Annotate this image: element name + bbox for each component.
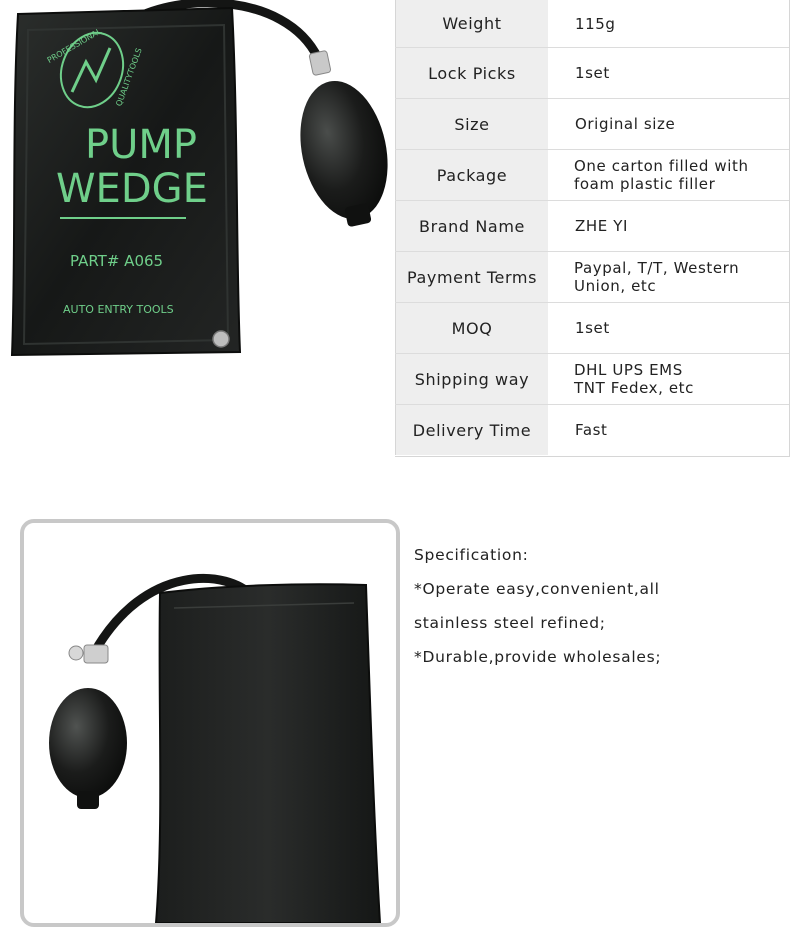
spec-value-line: TNT Fedex, etc	[574, 379, 695, 397]
specification-line: *Operate easy,convenient,all	[414, 580, 660, 598]
spec-row-moq	[395, 302, 789, 353]
spec-row-brand-name	[395, 200, 789, 251]
spec-key: Package	[395, 150, 548, 200]
spec-key: Brand Name	[395, 201, 548, 251]
specification-text	[414, 545, 784, 681]
spec-key: MOQ	[395, 303, 548, 353]
spec-value: 1set	[575, 64, 610, 82]
spec-key: Payment Terms	[395, 252, 548, 302]
spec-key: Size	[395, 99, 548, 149]
bag-maker: AUTO ENTRY TOOLS	[63, 303, 174, 316]
bag-part-number: PART# A065	[70, 252, 164, 270]
spec-value	[548, 252, 789, 302]
spec-key: Delivery Time	[395, 405, 548, 455]
spec-value: ZHE YI	[575, 217, 628, 235]
spec-key: Shipping way	[395, 354, 548, 404]
spec-row-package	[395, 149, 789, 200]
spec-value: Original size	[575, 115, 676, 133]
spec-value	[548, 354, 789, 404]
specification-line: *Durable,provide wholesales;	[414, 648, 662, 666]
spec-value-line: DHL UPS EMS	[574, 361, 683, 379]
spec-key: Weight	[395, 0, 548, 47]
spec-row-lock-picks	[395, 47, 789, 98]
spec-value: 1set	[575, 319, 610, 337]
bag-title-line2: WEDGE	[56, 166, 208, 212]
specification-heading: Specification:	[414, 546, 529, 564]
product-image-bottom	[20, 519, 400, 927]
spec-row-weight	[395, 0, 789, 47]
specification-line: stainless steel refined;	[414, 614, 606, 632]
spec-value: Fast	[575, 421, 608, 439]
spec-row-size	[395, 98, 789, 149]
spec-row-shipping-way	[395, 353, 789, 404]
spec-key: Lock Picks	[395, 48, 548, 98]
spec-row-payment-terms	[395, 251, 789, 302]
spec-row-delivery-time	[395, 404, 789, 455]
spec-value: 115g	[575, 14, 616, 33]
spec-value-line: One carton filled with	[574, 157, 749, 175]
spec-value-line: foam plastic filler	[574, 175, 716, 193]
product-image-top	[0, 0, 395, 460]
logo-side-text: QUALITYTOOLS	[114, 46, 144, 108]
spec-value-line: Paypal, T/T, Western	[574, 259, 740, 277]
spec-value	[548, 150, 789, 200]
bag-title-line1: PUMP	[85, 122, 198, 168]
spec-value-line: Union, etc	[574, 277, 657, 295]
spec-table	[395, 0, 790, 457]
logo-arc-text: PROFESSIONAL	[45, 26, 104, 65]
